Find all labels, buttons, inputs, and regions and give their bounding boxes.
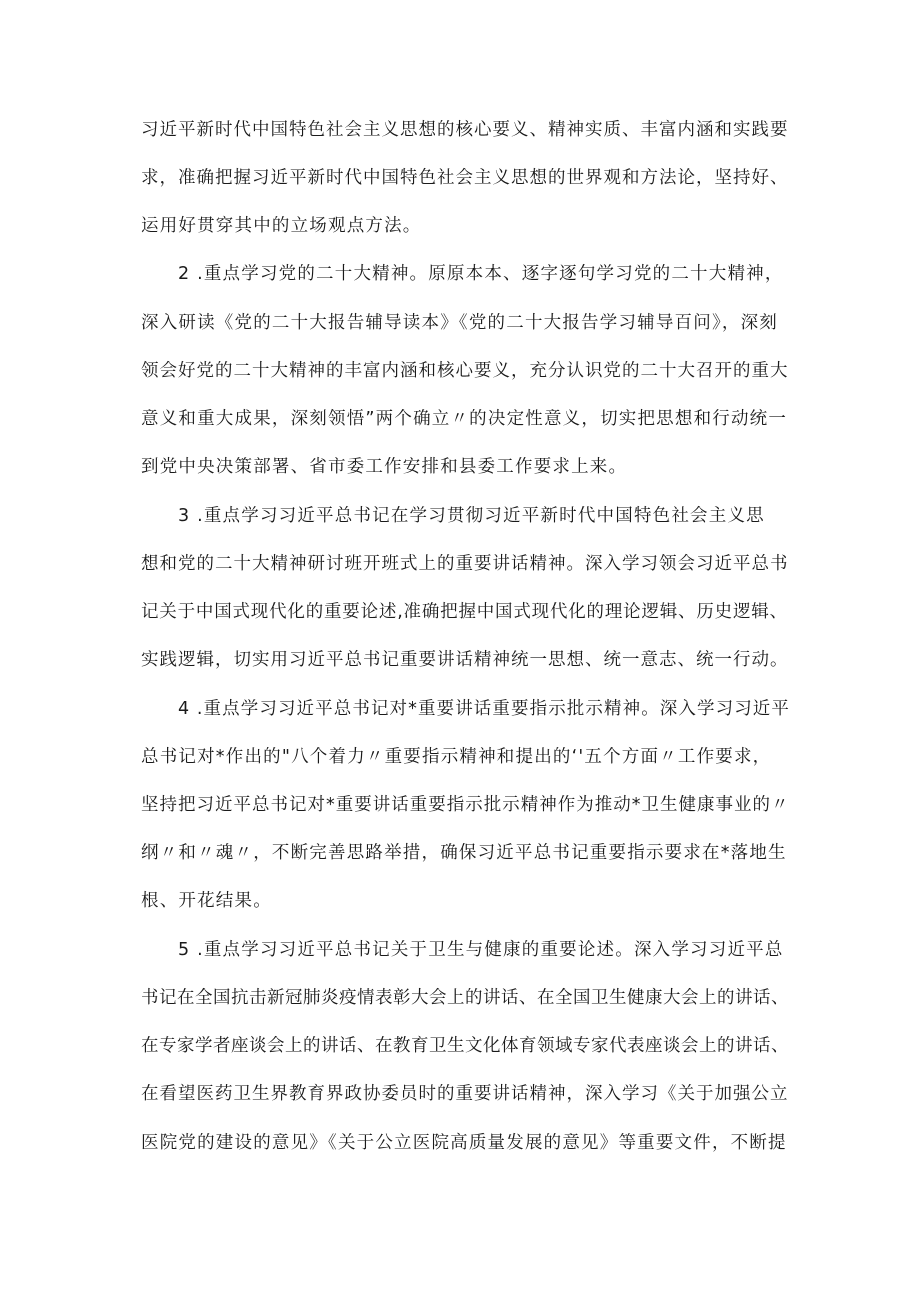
text-line-2: 求，准确把握习近平新时代中国特色社会主义思想的世界观和方法论，坚持好、 [141, 168, 789, 188]
text-line-20: 在专家学者座谈会上的讲话、在教育卫生文化体育领域专家代表座谈会上的讲话、 [141, 1036, 789, 1056]
text-line-1: 习近平新时代中国特色社会主义思想的核心要义、精神实质、丰富内涵和实践要 [141, 120, 789, 140]
text-line-3: 运用好贯穿其中的立场观点方法。 [141, 216, 422, 236]
text-line-21: 在看望医药卫生界教育界政协委员时的重要讲话精神，深入学习《关于加强公立 [141, 1084, 789, 1104]
item-2-heading-line: 2 .重点学习党的二十大精神。原原本本、逐字逐句学习党的二十大精神， [178, 264, 784, 284]
text-line-7: 意义和重大成果，深刻领悟”两个确立〃的决定性意义，切实把思想和行动统一 [141, 409, 788, 429]
text-line-10: 想和党的二十大精神研讨班开班式上的重要讲话精神。深入学习领会习近平总书 [141, 554, 789, 574]
item-5-heading-line: 5 .重点学习习近平总书记关于卫生与健康的重要论述。深入学习习近平总 [178, 940, 784, 960]
item-4-heading-line: 4 .重点学习习近平总书记对*重要讲话重要指示批示精神。深入学习习近平 [178, 699, 791, 719]
text-line-12: 实践逻辑，切实用习近平总书记重要讲话精神统一思想、统一意志、统一行动。 [141, 650, 789, 670]
item-3-heading-line: 3 .重点学习习近平总书记在学习贯彻习近平新时代中国特色社会主义思 [178, 506, 765, 526]
text-line-5: 深入研读《党的二十大报告辅导读本》《党的二十大报告学习辅导百问》，深刻 [141, 313, 778, 333]
text-line-22: 医院党的建设的意见》《关于公立医院高质量发展的意见》等重要文件，不断提 [141, 1133, 787, 1153]
text-line-6: 领会好党的二十大精神的丰富内涵和核心要义，充分认识党的二十大召开的重大 [141, 361, 789, 381]
text-line-14: 总书记对*作出的"八个着力〃重要指示精神和提出的‘'五个方面〃工作要求， [141, 747, 772, 767]
text-line-11: 记关于中国式现代化的重要论述,准确把握中国式现代化的理论逻辑、历史逻辑、 [141, 602, 788, 622]
text-line-19: 书记在全国抗击新冠肺炎疫情表彰大会上的讲话、在全国卫生健康大会上的讲话、 [141, 988, 789, 1008]
text-line-16: 纲〃和〃魂〃，不断完善思路举措，确保习近平总书记重要指示要求在*落地生 [141, 843, 787, 863]
text-line-15: 坚持把习近平总书记对*重要讲话重要指示批示精神作为推动*卫生健康事业的〃 [141, 795, 790, 815]
text-line-8: 到党中央决策部署、省市委工作安排和县委工作要求上来。 [141, 457, 628, 477]
text-line-17: 根、开花结果。 [141, 891, 272, 911]
